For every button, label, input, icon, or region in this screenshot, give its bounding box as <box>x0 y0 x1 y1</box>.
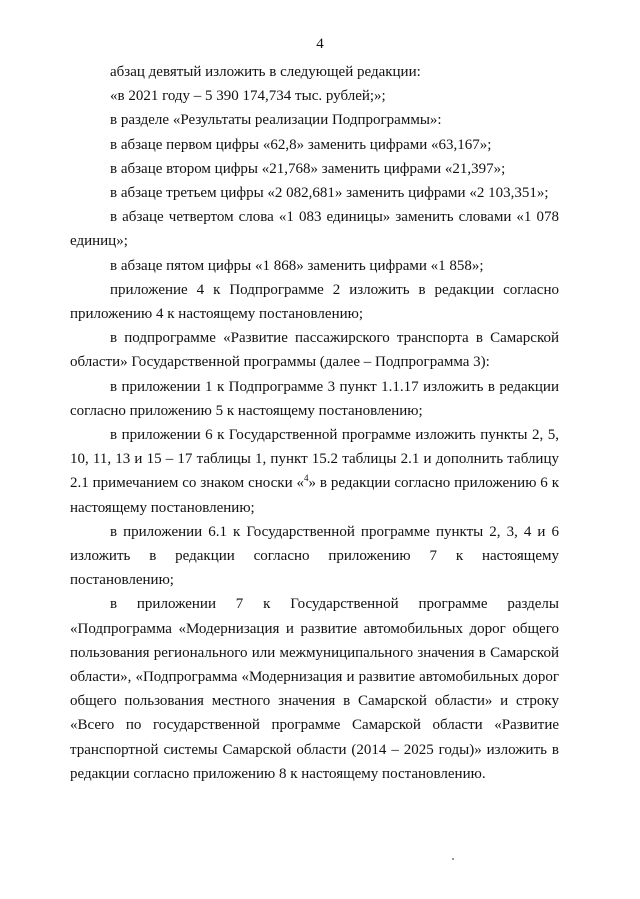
paragraph-13: в приложении 6.1 к Государственной программе пункты 2, 3, 4 и 6 изложить в редакции согласно приложению 7 к настоящему постановлению; <box>70 523 559 589</box>
paragraph-3: в разделе «Результаты реализации Подпрограммы»: <box>110 112 442 129</box>
paragraph-14: в приложении 7 к Государственной программе разделы «Подпрограмма «Модернизация и развитие автомобильных дорог общего пользования регионального или межмуниципального значения в Самарской области», «Подпрограмма «Модернизация и развитие автомобильных дорог общего пользования местного значения в Самарской области» и строку «Всего по государственной программе Самарской области «Развитие транспортной системы Самарской области (2014 – 2025 годы)» изложить в редакции согласно приложению 8 к настоящему постановлению. <box>70 596 559 782</box>
paragraph-8: в абзаце пятом цифры «1 868» заменить цифрами «1 858»; <box>110 257 484 274</box>
paragraph-12 <box>70 423 559 520</box>
scan-speck <box>452 858 454 860</box>
paragraph-5: в абзаце втором цифры «21,768» заменить цифрами «21,397»; <box>110 160 506 177</box>
paragraph-9: приложение 4 к Подпрограмме 2 изложить в редакции согласно приложению 4 к настоящему постановлению; <box>70 281 559 323</box>
paragraph-7: в абзаце четвертом слова «1 083 единицы» заменить словами «1 078 единиц»; <box>70 209 559 250</box>
document-body <box>70 60 559 786</box>
page-number: 4 <box>316 36 324 52</box>
paragraph-2: «в 2021 году – 5 390 174,734 тыс. рублей;»; <box>110 88 386 105</box>
footnote-mark: 4 <box>304 473 309 484</box>
paragraph-12-head: в приложении 6 к Государственной программе изложить пункты 2, 5, 10, 11, 13 и 15 – 17 таблицы 1, пункт 15.2 таблицы 2.1 и дополнить таблицу 2.1 примечанием со знаком сноски « <box>70 427 559 492</box>
paragraph-6: в абзаце третьем цифры «2 082,681» заменить цифрами «2 103,351»; <box>110 185 549 202</box>
paragraph-1: абзац девятый изложить в следующей редакции: <box>110 64 421 80</box>
paragraph-4: в абзаце первом цифры «62,8» заменить цифрами «63,167»; <box>110 136 492 153</box>
paragraph-10: в подпрограмме «Развитие пассажирского транспорта в Самарской области» Государственной программы (далее – Подпрограмма 3): <box>70 330 559 371</box>
paragraph-11: в приложении 1 к Подпрограмме 3 пункт 1.1.17 изложить в редакции согласно приложению 5 к настоящему постановлению; <box>70 378 559 419</box>
paragraph-12-tail: » в редакции согласно приложению 6 к настоящему постановлению; <box>70 475 559 516</box>
